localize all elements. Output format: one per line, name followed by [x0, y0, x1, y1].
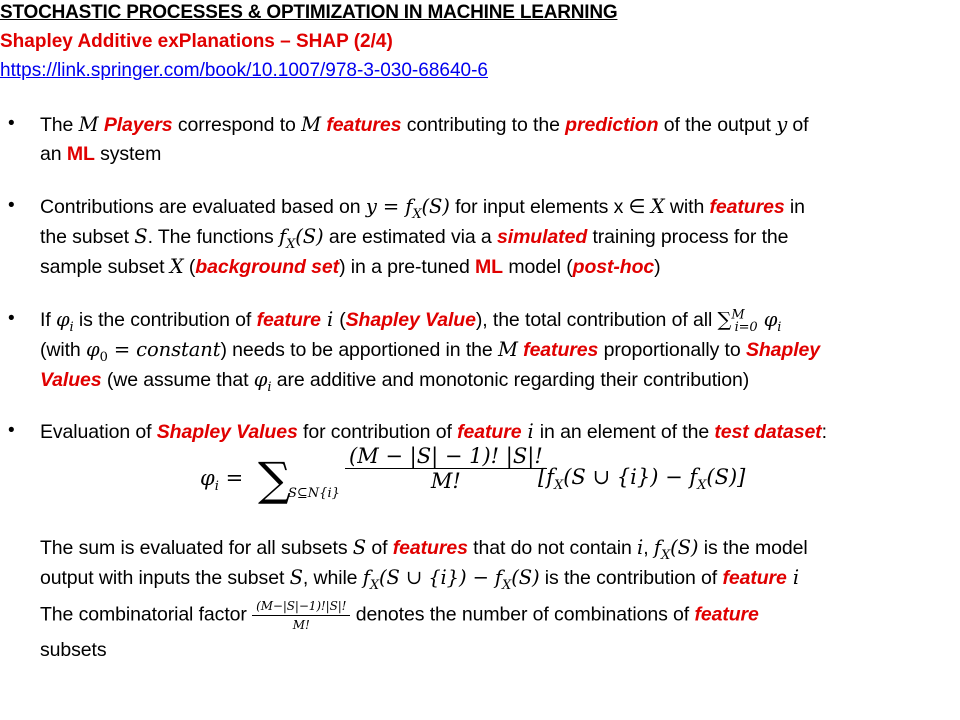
- sum-explanation-text: The sum is evaluated for all subsets S of features that do not contain i, $f_X(S)$ is the model output with inputs the subset S, while $f_X(S$ ∪ $\{i\}) - f_X(S)$ is the contribution of feature i: [40, 536, 808, 593]
- formula-sum-index: S⊆N{i}: [288, 486, 340, 501]
- formula-rhs: [$f_X(S$ ∪ $\{i\}) - f_X(S)$]: [538, 465, 746, 494]
- bullet-3-dot: •: [8, 308, 15, 329]
- bullet-4-text: Evaluation of Shapley Values for contribution of feature i in an element of the test dataset:: [40, 420, 827, 443]
- bullet-4-dot: •: [8, 420, 15, 441]
- combinatorial-factor-text: The combinatorial factor $\frac{(M-|S|-1)!|S|!}{M!}$ denotes the number of combinations of feature subsets: [40, 599, 759, 661]
- shapley-formula: [200, 444, 800, 510]
- formula-sum-symbol: ∑: [258, 452, 291, 506]
- bullet-2-text: Contributions are evaluated based on $y = f_X(S)$ for input elements x ∈ X with features in the subset S. The functions $f_X(S)$ are estimated via a simulated training process for the sample subset X (background set) in a pre-tuned ML model (post-hoc): [40, 195, 805, 278]
- bullet-1-dot: •: [8, 113, 15, 134]
- slide-subtitle: Shapley Additive exPlanations – SHAP (2/4): [0, 31, 393, 52]
- formula-denominator: M!: [430, 469, 461, 493]
- formula-numerator: (M − |S| − 1)! |S|!: [345, 444, 547, 469]
- bullet-1-text: The M Players correspond to M features contributing to the prediction of the output y of an ML system: [40, 113, 809, 165]
- bullet-2-dot: •: [8, 195, 15, 216]
- formula-fraction: [345, 444, 547, 493]
- combinatorial-fraction: $\frac{(M-|S|-1)!|S|!}{M!}$: [252, 597, 350, 634]
- reference-link[interactable]: https://link.springer.com/book/10.1007/978-3-030-68640-6: [0, 60, 488, 81]
- formula-lhs: $\varphi_i$ =: [200, 466, 244, 495]
- slide-title: STOCHASTIC PROCESSES & OPTIMIZATION IN MACHINE LEARNING: [0, 2, 618, 23]
- bullet-3-text: If $\varphi_i$ is the contribution of feature i (Shapley Value), the total contribution of all ∑$^M_{i=0}$ $\varphi_i$ (with $\varphi_0$ = constant) needs to be apportioned in the M features proportionally to Shapley Values (we assume that $\varphi_i$ are additive and monotonic regarding their contribution): [40, 307, 821, 395]
